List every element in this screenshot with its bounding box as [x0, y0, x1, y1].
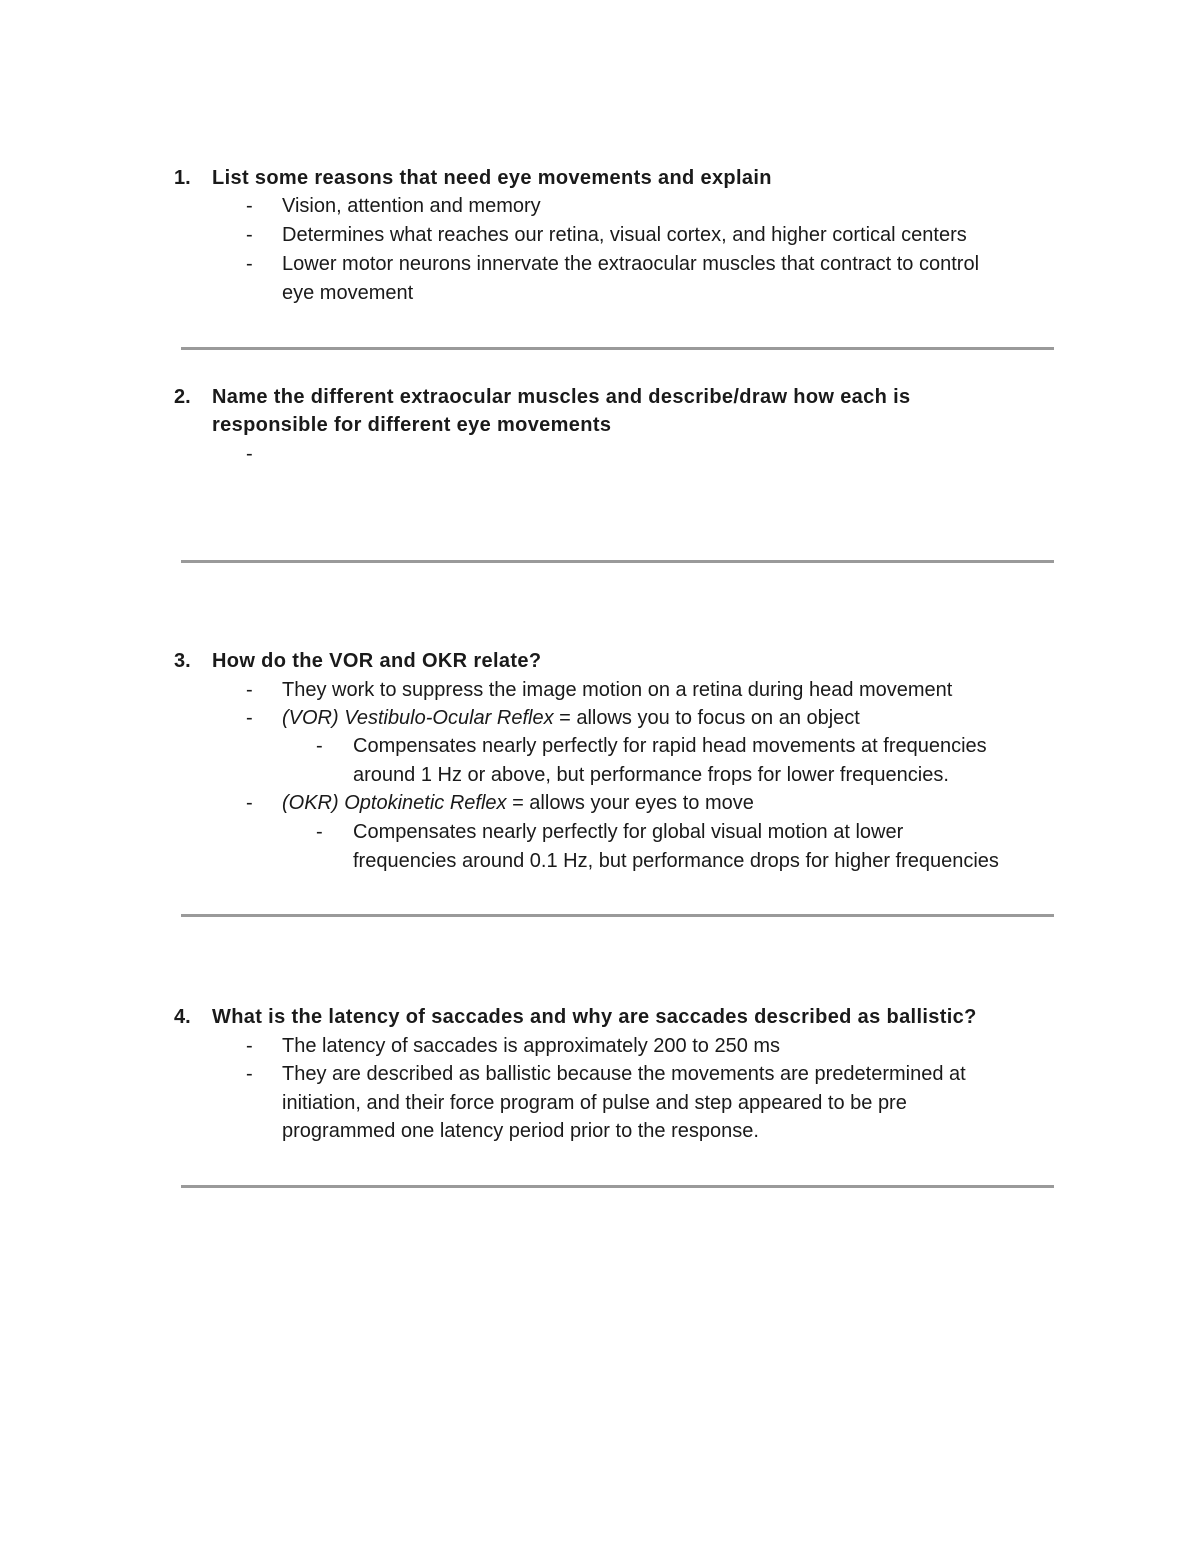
q4-bullet-1-text: The latency of saccades is approximately 200 to 250 ms [282, 1035, 781, 1057]
okr-definition: = allows your eyes to move [506, 792, 754, 814]
q3-vor-sub-line-1: Compensates nearly perfectly for rapid head movements at frequencies [353, 735, 987, 757]
q4-bullet-2-line-2: initiation, and their force program of pulse and step appeared to be pre [282, 1091, 907, 1114]
bullet-dash: - [246, 1063, 253, 1085]
bullet-dash: - [316, 821, 323, 843]
q1-bullet-1 [0, 192, 900, 221]
bullet-dash: - [316, 735, 323, 757]
bullet-dash: - [246, 1035, 253, 1057]
q2-bullet-1 [0, 440, 900, 469]
q3-vor-sub-bullet [0, 732, 987, 790]
q1-bullet-2-text: Determines what reaches our retina, visual cortex, and higher cortical centers [282, 224, 967, 246]
question-4-number: 4. [174, 1006, 191, 1028]
q3-bullet-1-text: They work to suppress the image motion on a retina during head movement [282, 679, 953, 701]
q1-bullet-3-line-1: Lower motor neurons innervate the extraocular muscles that contract to control [282, 253, 980, 275]
q1-bullet-1-text: Vision, attention and memory [282, 195, 541, 217]
q3-bullet-1 [0, 676, 953, 705]
bullet-dash: - [246, 195, 253, 217]
question-1-number: 1. [174, 167, 191, 189]
q4-bullet-2-line-3: programmed one latency period prior to the response. [282, 1120, 759, 1142]
okr-term: (OKR) Optokinetic Reflex [282, 792, 507, 814]
q3-bullet-vor-text [282, 704, 860, 733]
bullet-dash: - [246, 707, 253, 729]
question-3-number: 3. [174, 650, 191, 672]
q1-bullet-2 [0, 221, 967, 250]
q4-bullet-2-line-1: They are described as ballistic because the movements are predetermined at [282, 1063, 966, 1085]
q1-bullet-3 [0, 250, 980, 308]
q3-bullet-okr-text [282, 789, 754, 818]
q3-bullet-okr [0, 789, 900, 818]
bullet-dash: - [246, 792, 253, 814]
question-2-title-line-2: responsible for different eye movements [212, 414, 612, 436]
q3-bullet-vor [0, 704, 900, 733]
bullet-dash: - [246, 679, 253, 701]
q3-okr-sub-line-1: Compensates nearly perfectly for global visual motion at lower [353, 821, 904, 843]
question-1-title: List some reasons that need eye movements and explain [212, 167, 772, 189]
bullet-dash: - [246, 224, 253, 246]
q3-okr-sub-bullet [0, 818, 999, 876]
question-2-number: 2. [174, 386, 191, 408]
q4-bullet-1 [0, 1032, 900, 1061]
divider-4 [181, 1185, 1054, 1188]
q1-bullet-3-line-2: eye movement [282, 281, 414, 304]
bullet-dash: - [246, 253, 253, 275]
vor-term: (VOR) Vestibulo-Ocular Reflex [282, 707, 554, 729]
question-3-title: How do the VOR and OKR relate? [212, 650, 542, 672]
q3-okr-sub-line-2: frequencies around 0.1 Hz, but performance drops for higher frequencies [353, 849, 999, 872]
divider-2 [181, 560, 1054, 563]
question-2-title-line-1: Name the different extraocular muscles and describe/draw how each is [212, 386, 911, 408]
divider-3 [181, 914, 1054, 917]
divider-1 [181, 347, 1054, 350]
q3-vor-sub-line-2: around 1 Hz or above, but performance frops for lower frequencies. [353, 763, 949, 786]
question-4-title: What is the latency of saccades and why are saccades described as ballistic? [212, 1006, 977, 1028]
vor-definition: = allows you to focus on an object [553, 707, 860, 729]
q4-bullet-2 [0, 1060, 966, 1147]
bullet-dash: - [246, 443, 253, 465]
